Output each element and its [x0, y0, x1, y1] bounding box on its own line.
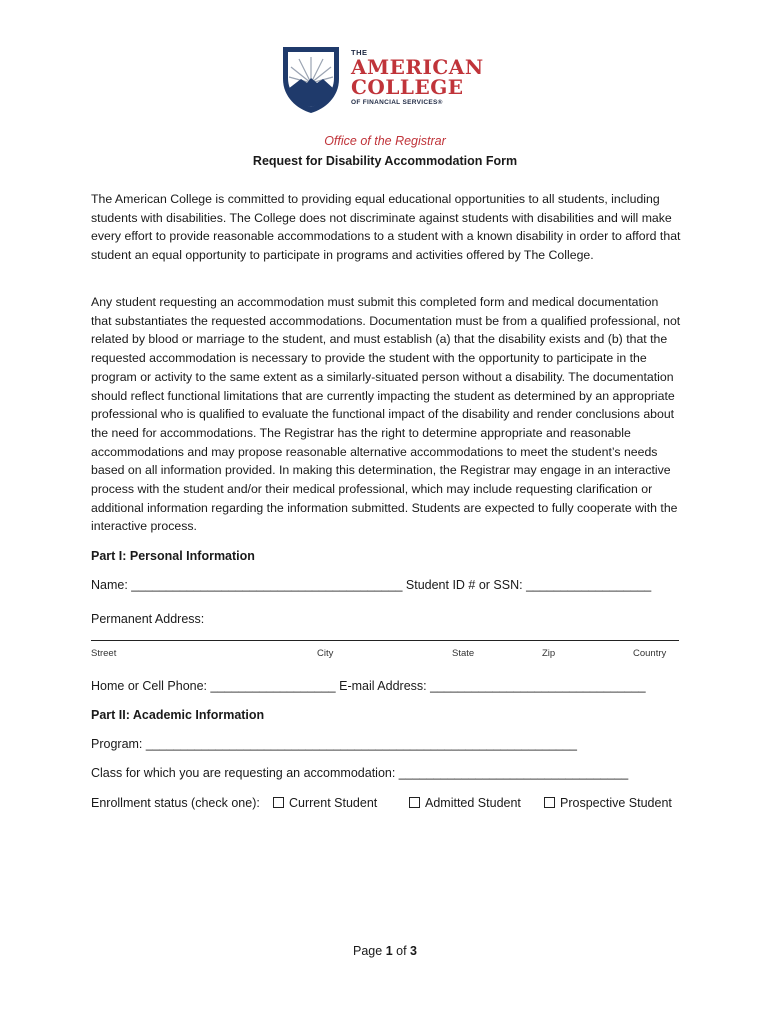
page-number — [0, 944, 770, 958]
zip-label: Zip — [542, 648, 556, 659]
page-prefix: Page — [353, 944, 386, 958]
prospective-student-option[interactable] — [544, 796, 672, 810]
permanent-address-field[interactable] — [91, 640, 679, 641]
prospective-student-checkbox[interactable] — [544, 797, 555, 808]
office-name: Office of the Registrar — [324, 134, 446, 148]
city-label: City — [317, 648, 334, 659]
country-label: Country — [633, 648, 667, 659]
logo-the: THE — [351, 48, 368, 57]
logo-college: COLLEGE — [351, 75, 464, 99]
state-label: State — [452, 648, 475, 659]
admitted-student-option[interactable] — [409, 796, 521, 810]
part2-heading: Part II: Academic Information — [91, 708, 265, 722]
program-field[interactable]: Program: ______________________________________________________________ — [91, 737, 577, 751]
college-logo — [281, 45, 501, 117]
logo-subtitle: OF FINANCIAL SERVICES® — [351, 99, 443, 106]
page-of: of — [392, 944, 411, 958]
phone-email-field[interactable]: Home or Cell Phone: __________________ E-mail Address: _______________________________ — [91, 679, 646, 693]
prospective-student-label: Prospective Student — [560, 796, 672, 810]
shield-logo-icon — [281, 45, 341, 115]
admitted-student-label: Admitted Student — [425, 796, 521, 810]
permanent-address-label: Permanent Address: — [91, 612, 205, 626]
intro-paragraph-2: Any student requesting an accommodation must submit this completed form and medical documentation that substantiates the requested accommodations. Documentation must be from a qualified professional, not related by blood or marriage to the student, and must establish (a) that the disability exists and (b) that the requested accommodation is necessary to provide the student with the opportunity to participate in the program or activity to the same extent as a similarly-situated person without a disability. The documentation should reflect functional limitations that are currently impacting the student as determined by an appropriate professional who is qualified to evaluate the functional impact of the disability and render conclusions about the need for accommodations. The Registrar has the right to determine appropriate and reasonable accommodations and may propose reasonable alternative accommodations to meet the student’s needs based on all information provided. In making this determination, the Registrar may engage in an interactive process with the student and/or their medical professional, which may include requesting clarification or additional information regarding the information submitted. Students are expected to fully cooperate with the interactive process. — [91, 295, 681, 534]
form-title: Request for Disability Accommodation Form — [252, 154, 518, 168]
class-accommodation-field[interactable]: Class for which you are requesting an accommodation: _________________________________ — [91, 766, 629, 780]
current-student-label: Current Student — [289, 796, 378, 810]
part1-heading: Part I: Personal Information — [91, 549, 255, 563]
page-total: 3 — [410, 944, 417, 958]
admitted-student-checkbox[interactable] — [409, 797, 420, 808]
name-student-id-field[interactable]: Name: _______________________________________ Student ID # or SSN: __________________ — [91, 578, 652, 592]
street-label: Street — [91, 648, 117, 659]
logo-american: AMERICAN — [351, 55, 484, 79]
intro-paragraph-1: The American College is committed to providing equal educational opportunities to all students, including students with disabilities. The College does not discriminate against students with disabilities and will make every effort to provide reasonable accommodations to a student with a known disability in order to afford that student an equal opportunity to participate in programs and activities offered by The College. — [91, 192, 681, 263]
current-student-checkbox[interactable] — [273, 797, 284, 808]
enrollment-status-label: Enrollment status (check one): — [91, 796, 260, 810]
page-current: 1 — [385, 944, 393, 958]
current-student-option[interactable] — [273, 796, 377, 810]
